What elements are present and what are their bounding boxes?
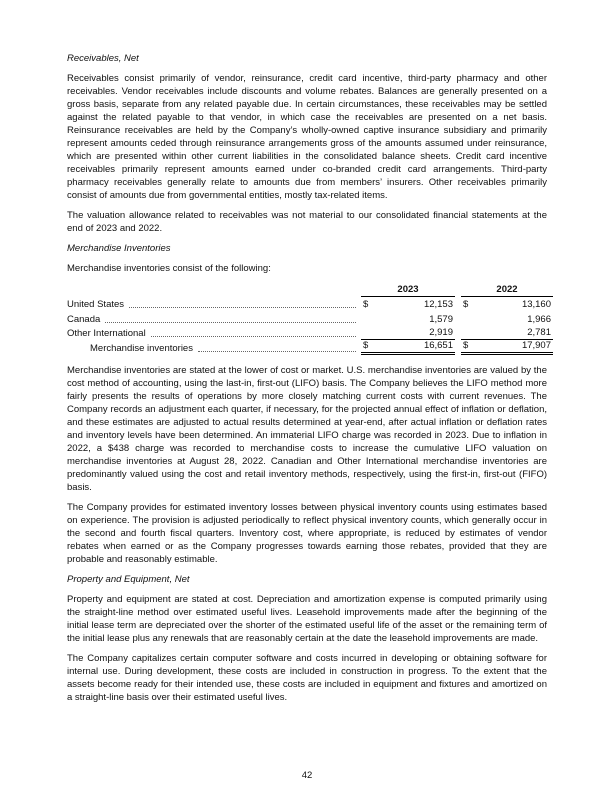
row-label: Canada (67, 313, 101, 325)
property-paragraph-1: Property and equipment are stated at cost. Depreciation and amortization expense is computed primarily using the straight-line method over estimated useful lives. Leasehold improvements made after the beginning of the initial lease term are depreciated over the shorter of the estimated useful life of the asset or the remaining term of the initial lease plus any renewals that are reasonably certain at the date the leasehold improvements are made. (67, 593, 547, 644)
amount-2023: 12,153 (423, 299, 453, 311)
table-header-row (67, 282, 553, 297)
merchandise-paragraph-2: The Company provides for estimated inventory losses between physical inventory counts using estimates based on experience. The provision is adjusted periodically to reflect physical inventory counts, which generally occur in the second and fourth fiscal quarters. Inventory cost, where appropriate, is reduced by estimates of vendor rebates when earned or as the Company progresses towards earning those rebates, provided that they are probable and reasonably estimable. (67, 501, 547, 565)
receivables-paragraph-1: Receivables consist primarily of vendor, reinsurance, credit card incentive, third-party pharmacy and other receivables. Vendor receivables include discounts and volume rebates. Balances are generally presented on a gross basis, separate from any related payable due. In certain circumstances, these receivables may be settled against the related payable to that vendor, in which case the receivables are presented on a net basis. Reinsurance receivables are held by the Company’s wholly-owned captive insurance subsidiary and primarily represent amounts ceded through reinsurance arrangements gross of the amounts assumed under reinsurance, which are presented within other current liabilities in the consolidated balance sheets. Credit card incentive receivables primarily represent amounts earned under co-branded credit card arrangements. Third-party pharmacy receivables generally relate to amounts due from members’ insurers. Other receivables primarily consist of amounts due from governmental entities, mostly tax-related items. (67, 73, 547, 201)
property-paragraph-2: The Company capitalizes certain computer software and costs incurred in developing or obtaining software for internal use. During development, these costs are included in construction in progress. To the extent that the assets become ready for their intended use, these costs are included in equipment and fixtures and amortized on a straight-line basis over their estimated useful lives. (67, 652, 547, 703)
row-label: United States (67, 299, 125, 311)
property-equipment-heading: Property and Equipment, Net (67, 573, 190, 585)
merchandise-table-intro: Merchandise inventories consist of the following: (67, 263, 271, 274)
table-row-total-merchandise-inventories (67, 340, 553, 355)
row-label-cell (67, 327, 361, 340)
amount-2023: 2,919 (429, 327, 453, 339)
row-label: Other International (67, 328, 146, 340)
row-label: Merchandise inventories (90, 342, 193, 354)
dot-leader (151, 336, 356, 337)
row-label-cell (67, 298, 361, 311)
value-cell-2023 (361, 339, 455, 355)
amount-2023: 1,579 (429, 313, 453, 325)
row-label-cell (67, 342, 361, 355)
year-2023-label: 2023 (397, 283, 419, 295)
table-row-united-states (67, 297, 553, 312)
value-cell-2022 (461, 313, 553, 326)
value-cell-2022 (461, 339, 553, 355)
amount-2022: 1,966 (527, 313, 551, 325)
dollar-sign: $ (363, 299, 369, 311)
receivables-heading: Receivables, Net (67, 53, 139, 64)
merchandise-inventories-table (67, 282, 553, 355)
dollar-sign: $ (463, 299, 469, 311)
merchandise-inventories-heading: Merchandise Inventories (67, 243, 171, 254)
column-header-2022 (461, 283, 553, 297)
column-header-2023 (361, 283, 455, 297)
merchandise-paragraph-1: Merchandise inventories are stated at the lower of cost or market. U.S. merchandise inventories are valued by the cost method of accounting, using the last-in, first-out (LIFO) basis. The Company believes the LIFO method more fairly presents the results of operations by more closely matching current costs with current revenues. The Company records an adjustment each quarter, if necessary, for the projected annual effect of inflation or deflation, and these estimates are adjusted to actual results determined at year-end, after actual inflation or deflation rates and inventory levels have been determined. An immaterial LIFO charge was recorded in 2023. Due to inflation in 2022, a $438 charge was recorded to merchandise costs to increase the cumulative LIFO valuation on merchandise inventories at August 28, 2022. Canadian and Other International merchandise inventories are predominantly valued using the cost and retail inventory methods, respectively, using the first-in, first-out (FIFO) basis. (67, 364, 547, 493)
amount-2022: 13,160 (521, 299, 551, 311)
dollar-sign: $ (463, 339, 469, 351)
value-cell-2022 (461, 298, 553, 311)
dot-leader (129, 307, 356, 308)
dot-leader (198, 351, 356, 352)
amount-2022: 17,907 (521, 339, 551, 351)
value-cell-2023 (361, 298, 455, 311)
page-number: 42 (301, 770, 313, 781)
amount-2022: 2,781 (527, 327, 551, 339)
receivables-paragraph-2: The valuation allowance related to receivables was not material to our consolidated financial statements at the end of 2023 and 2022. (67, 210, 547, 234)
amount-2023: 16,651 (423, 339, 453, 351)
table-row-canada (67, 311, 553, 326)
dot-leader (105, 322, 356, 323)
row-label-cell (67, 313, 361, 326)
value-cell-2023 (361, 313, 455, 326)
year-2022-label: 2022 (496, 283, 518, 295)
dollar-sign: $ (363, 339, 369, 351)
